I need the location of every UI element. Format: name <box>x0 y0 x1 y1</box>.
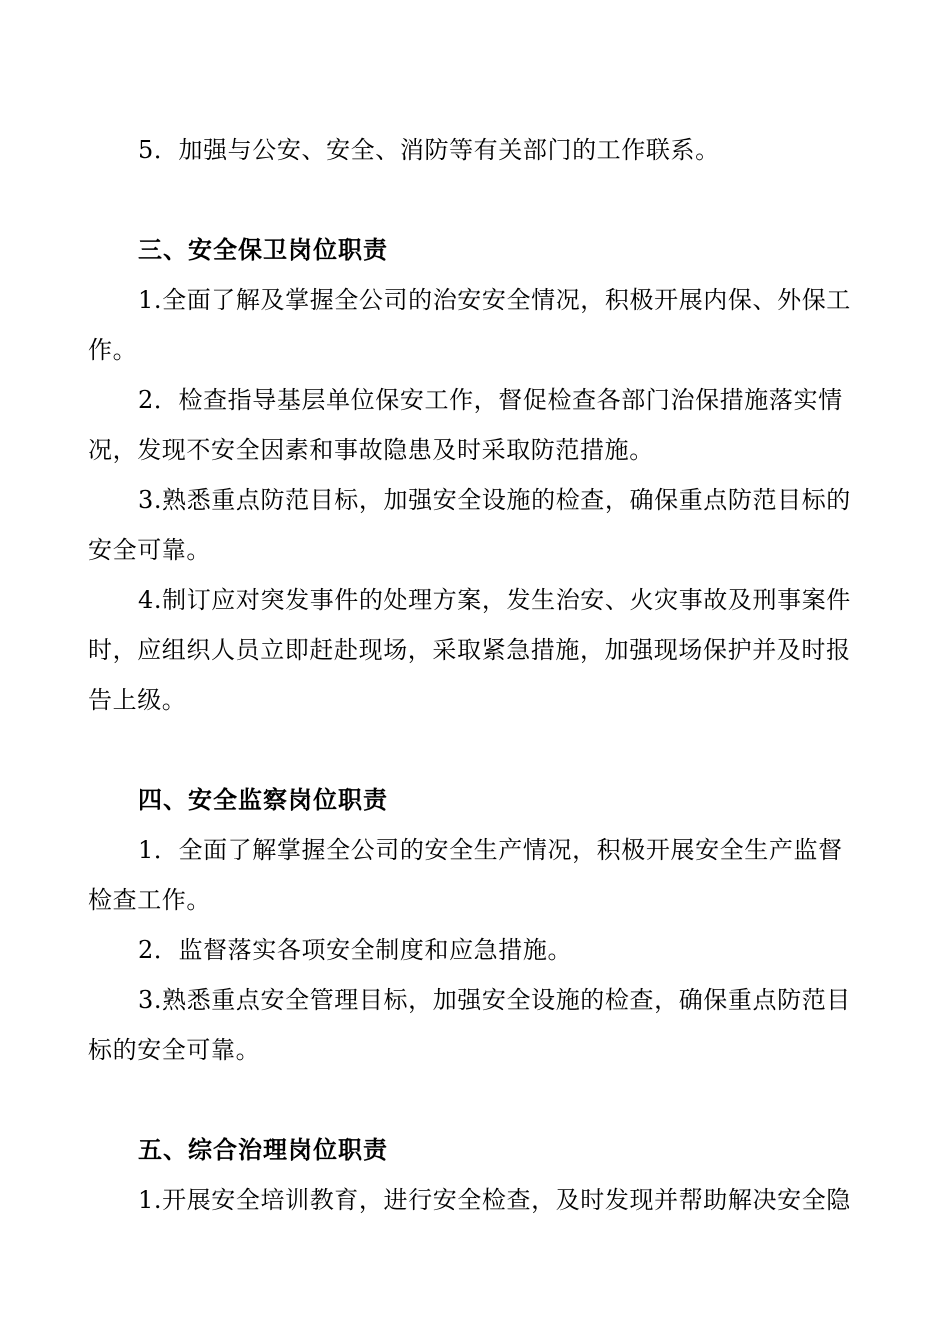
paragraph-line: 2．检查指导基层单位保安工作，督促检查各部门治保措施落实情 <box>138 386 843 414</box>
paragraph-line: 4.制订应对突发事件的处理方案，发生治安、火灾事故及刑事案件 <box>138 586 851 614</box>
paragraph-line: 检查工作。 <box>88 886 211 914</box>
paragraph-line: 1．全面了解掌握全公司的安全生产情况，积极开展安全生产监督 <box>138 836 843 864</box>
section-heading: 三、安全保卫岗位职责 <box>138 235 388 264</box>
paragraph-line: 3.熟悉重点安全管理目标，加强安全设施的检查，确保重点防范目 <box>138 986 851 1014</box>
section-heading: 五、综合治理岗位职责 <box>138 1135 388 1164</box>
paragraph-line: 2．监督落实各项安全制度和应急措施。 <box>138 936 573 964</box>
paragraph-line: 1.开展安全培训教育，进行安全检查，及时发现并帮助解决安全隐 <box>138 1186 851 1214</box>
paragraph-line: 告上级。 <box>88 686 187 714</box>
paragraph-line: 况，发现不安全因素和事故隐患及时采取防范措施。 <box>88 436 654 464</box>
paragraph-line: 作。 <box>88 336 138 364</box>
paragraph-line: 时，应组织人员立即赶赴现场，采取紧急措施，加强现场保护并及时报 <box>88 636 851 664</box>
paragraph-line: 5．加强与公安、安全、消防等有关部门的工作联系。 <box>138 136 720 164</box>
paragraph-line: 1.全面了解及掌握全公司的治安安全情况，积极开展内保、外保工 <box>138 286 851 314</box>
section-heading: 四、安全监察岗位职责 <box>138 785 388 814</box>
paragraph-line: 标的安全可靠。 <box>88 1036 261 1064</box>
paragraph-line: 3.熟悉重点防范目标，加强安全设施的检查，确保重点防范目标的 <box>138 486 851 514</box>
paragraph-line: 安全可靠。 <box>88 536 211 564</box>
